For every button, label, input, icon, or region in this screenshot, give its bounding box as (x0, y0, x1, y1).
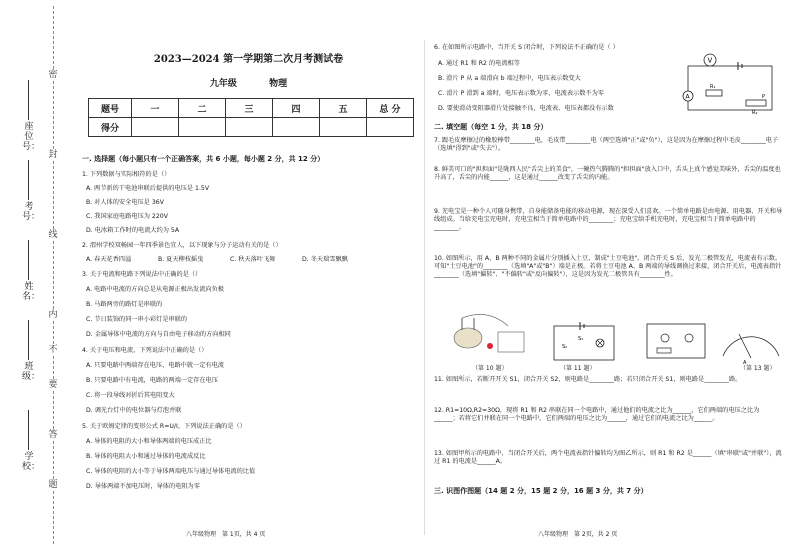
q6-circuit-diagram (680, 52, 780, 122)
score-header-cell: 三 (226, 99, 273, 118)
q8-text: 8. 鲜美可口的"担担面"是陇西人民"舌尖上的美食"，一碗热气腾腾的"担担面"放入口中，舌头上真个感觉美味外，舌尖的温度也升高了，舌尖的内能______，这是通过______改变了舌尖的内能。 (434, 166, 781, 181)
svg-text:A: A (685, 93, 690, 101)
svg-text:R₁: R₁ (710, 84, 716, 90)
page-divider (424, 40, 425, 535)
q11-caption: （第 11 题） (560, 365, 596, 372)
subject-label: 物理 (269, 79, 288, 89)
q2-option: C. 秋天落叶飞舞 (230, 256, 276, 263)
q2-option: A. 春天花香四溢 (86, 256, 132, 263)
q3-option: B. 马路两旁的路灯是串联的 (86, 301, 163, 308)
q3-option: D. 金属导体中电流的方向与自由电子移动的方向相同 (86, 331, 231, 338)
q11-text: 11. 如图所示，若断开开关 S1，闭合开关 S2，则电路是________路；若只闭合开关 S1，则电路是________路。 (434, 376, 742, 383)
score-row-label: 得分 (89, 118, 132, 137)
exam-id-label: 考号： (22, 202, 41, 222)
q2-option: D. 冬天瑞雪飘飘 (302, 256, 348, 263)
q3-option: A. 电路中电流的方向总是从电源正极出发流向负极 (86, 286, 224, 293)
score-cell[interactable] (320, 118, 367, 137)
q13-text: 13. 如图甲所示的电路中，当闭合开关后，两个电流表指针偏转均为图乙所示，则 R1 和 R2 是______（填"串联"或"并联"），流过 R1 的电流是______A。 (434, 450, 782, 465)
score-cell[interactable] (367, 118, 414, 137)
score-header-cell: 题号 (89, 99, 132, 118)
q6-option: B. 滑片 P 从 a 端滑向 b 端过程中，电压表示数变大 (438, 75, 581, 82)
svg-text:S₁: S₁ (578, 336, 584, 342)
q4-option: C. 将一段导线对折后其电阻变大 (86, 392, 175, 399)
q5-stem: 5. 关于欧姆定律的变形公式 R=U/I，下列说法正确的是（） (82, 423, 246, 430)
q10-caption: （第 10 题） (472, 365, 508, 372)
score-header-cell: 二 (179, 99, 226, 118)
exam-subtitle (76, 76, 421, 89)
seal-char: 线 (48, 230, 58, 240)
grade-label: 九年级 (209, 79, 237, 89)
q12-text: 12. R1=10Ω,R2=30Ω，现将 R1 和 R2 串联在同一个电路中，通过他们的电流之比为______，它们两端的电压之比为______；若将它们并联在同一个电路中，它们两端的电压之比为______，通过它们的电流之比为______。 (434, 407, 760, 422)
score-table-header (89, 99, 414, 118)
svg-text:P: P (762, 94, 766, 100)
seal-dashed-line (53, 6, 54, 544)
score-header-cell: 总 分 (367, 99, 414, 118)
svg-text:A: A (743, 360, 747, 366)
seal-char: 要 (48, 380, 58, 390)
seat-label: 座位号： (22, 122, 41, 152)
score-cell[interactable] (226, 118, 273, 137)
score-table (88, 98, 414, 137)
q7-text: 7. 跟毛皮摩擦过的橡胶棒带________电，毛皮带________电（两空选填"正"或"负"），这是因为在摩擦过程中毛皮________电子（选填"得到"或"失去"）。 (434, 137, 779, 152)
q9-text: 9. 充电宝是一种个人可随身携带，自身能储备电能的移动电源，现在深受人们喜欢。一个简单电路是由电源、用电器、开关和导线组成。当给充电宝充电时，充电宝相当于简单电路中的________；充电宝给手机充电时，充电宝相当于简单电路中的________。 (434, 208, 783, 231)
score-cell[interactable] (179, 118, 226, 137)
seal-char: 内 (48, 310, 58, 320)
page-1-footer: 八年级物理 第 1页，共 4 页 (186, 531, 266, 538)
q11-circuit-diagram (550, 320, 620, 364)
q1-option: D. 电冰箱工作时的电流大约为 5A (86, 227, 180, 234)
svg-text:R₂: R₂ (752, 110, 758, 116)
binding-margin (0, 0, 66, 549)
class-label: 班级： (22, 362, 41, 382)
q4-option: B. 只要电路中有电流，电路的两端一定存在电压 (86, 377, 218, 384)
q1-option: C. 我国家庭电路电压为 220V (86, 213, 168, 220)
seal-char: 密 (48, 70, 58, 80)
q10-potato-battery-figure (448, 308, 532, 364)
score-header-cell: 一 (132, 99, 179, 118)
svg-text:S₂: S₂ (562, 344, 568, 350)
q1-option: A. 两节新的干电池串联后提供的电压是 1.5V (86, 185, 210, 192)
exam-title: 2023—2024 第一学期第二次月考测试卷 (153, 54, 344, 65)
q5-option: A. 导体的电阻的大小和导体两端的电压成正比 (86, 438, 212, 445)
svg-text:V: V (707, 56, 713, 65)
score-table-row (89, 118, 414, 137)
page-2-footer: 八年级物理 第 2页，共 2 页 (538, 531, 618, 538)
class-line[interactable] (28, 320, 29, 360)
name-line[interactable] (28, 240, 29, 280)
seal-char: 封 (48, 150, 58, 160)
q2-stem: 2. 渭州学校双畅园一年四季景色宜人，以下现象与分子运动有关的是（） (82, 242, 282, 249)
q4-option: D. 调光台灯中的电位器与灯泡并联 (86, 407, 182, 414)
name-label: 姓名： (22, 282, 41, 302)
q6-option: C. 滑片 P 滑到 a 端时，电压表示数为零，电流表示数不为零 (438, 90, 604, 97)
q10-text: 10. 如图所示，用 A、B 两种不同的金属片分别插入土豆，制成"土豆电池"。闭合开关 S 后，发光二极管发光，电流表有示数。可知"土豆电池"的________（选填"A"或"B"）端是正极。若将土豆电池 A、B 两端的导线调换过来接，闭合开关后，电流表指针________（选填"偏转"、"不偏转"或"反向偏转"），这是因为发光二极管具有________性。 (434, 255, 782, 278)
q3-stem: 3. 关于电流和电路下列说法中正确的是（） (82, 271, 202, 278)
page-1 (76, 0, 421, 549)
seat-line[interactable] (28, 80, 29, 120)
q1-option: B. 对人体的安全电压是 36V (86, 199, 164, 206)
school-label: 学校： (22, 452, 41, 472)
q5-option: D. 导体两端不加电压时，导体的电阻为零 (86, 483, 200, 490)
seal-char: 不 (48, 345, 58, 355)
q4-stem: 4. 关于电压和电流，下列说法中正确的是（） (82, 347, 208, 354)
q3-option: C. 节日装饰的同一串小彩灯是串联的 (86, 316, 188, 323)
page-2 (428, 0, 790, 549)
section-2-title: 二. 填空题（每空 1 分，共 18 分） (434, 123, 548, 131)
q4-option: A. 只要电路中两端存在电压，电路中就一定有电流 (86, 362, 224, 369)
section-3-title: 三. 识图作图题（14 题 2 分，15 题 2 分，16 题 3 分，共 7 分） (434, 487, 648, 495)
q13-caption: （第 13 题） (740, 365, 776, 372)
q1-stem: 1. 下列数据与实际相符的是（） (82, 171, 171, 178)
seal-char: 答 (48, 430, 58, 440)
exam-id-line[interactable] (28, 160, 29, 200)
score-cell[interactable] (273, 118, 320, 137)
q5-option: B. 导体的电阻大小和通过导体的电流成反比 (86, 453, 206, 460)
q13-circuit-diagram (643, 316, 783, 366)
q5-option: C. 导体的电阻的大小等于导体两端电压与通过导体电流的比值 (86, 468, 256, 475)
q6-option: D. 要使滑动变阻器滑片处接触不良，电流表、电压表都没有示数 (438, 105, 614, 112)
q2-option: B. 夏天柳枝摇曳 (158, 256, 204, 263)
q6-stem: 6. 在如图所示电路中，当开关 S 闭合时，下列说法不正确的是（ ） (434, 44, 619, 51)
section-1-title: 一. 选择题（每小题只有一个正确答案，共 6 小题，每小题 2 分，共 12 分） (82, 155, 325, 163)
q6-option: A. 通过 R1 和 R2 的电流相等 (438, 60, 520, 67)
school-line[interactable] (28, 410, 29, 450)
score-header-cell: 五 (320, 99, 367, 118)
score-cell[interactable] (132, 118, 179, 137)
score-header-cell: 四 (273, 99, 320, 118)
seal-char: 题 (48, 480, 58, 490)
